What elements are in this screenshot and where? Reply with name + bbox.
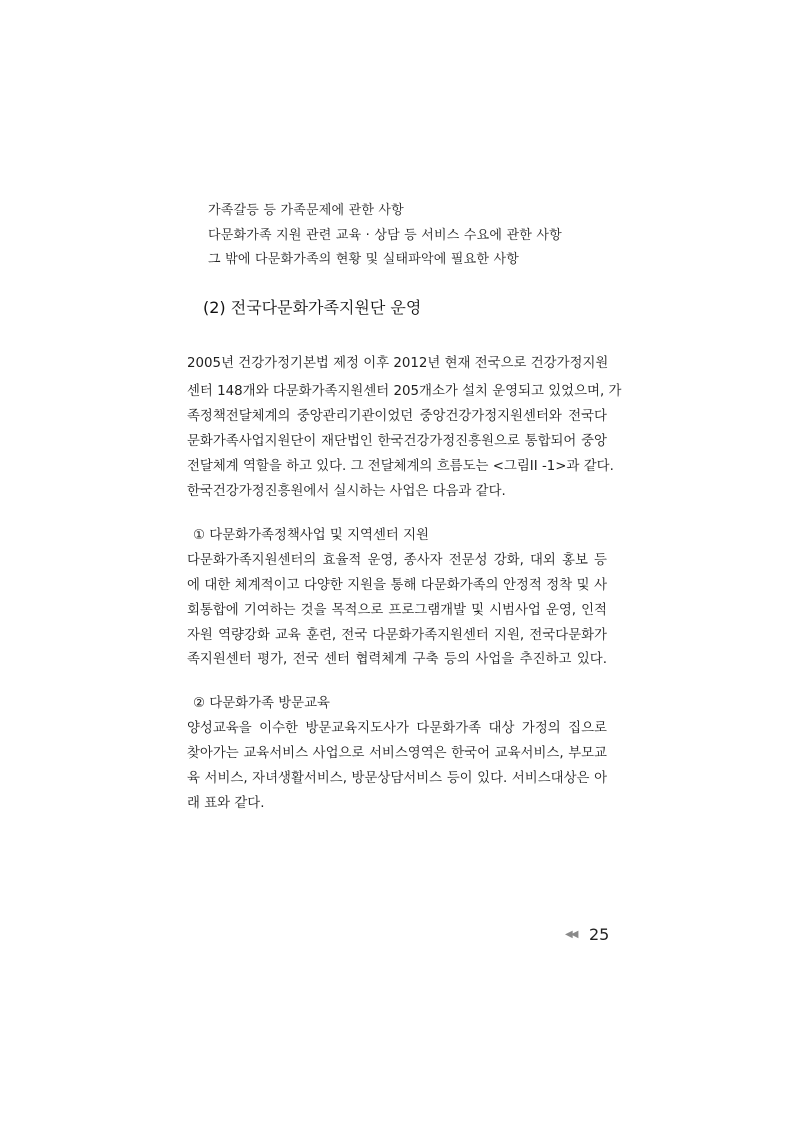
bullet-line-3: 그 밖에 다문화가족의 현황 및 실태파악에 필요한 사항: [208, 252, 520, 267]
item-2-line-3: 육 서비스, 자녀생활서비스, 방문상담서비스 등이 있다. 서비스대상은 아: [187, 771, 607, 786]
item-1-line-1: 다문화가족지원센터의 효율적 운영, 종사자 전문성 강화, 대외 홍보 등: [187, 553, 607, 568]
item-2-line-2: 찾아가는 교육서비스 사업으로 서비스영역은 한국어 교육서비스, 부모교: [187, 746, 607, 761]
paragraph-1-line-2: 센터 148개와 다문화가족지원센터 205개소가 설치 운영되고 있었으며, 가: [187, 384, 622, 399]
paragraph-1-line-1: 2005년 건강가정기본법 제정 이후 2012년 현재 전국으로 건강가정지원: [187, 356, 609, 371]
item-1-title: ① 다문화가족정책사업 및 지역센터 지원: [193, 528, 429, 543]
item-1-line-3: 회통합에 기여하는 것을 목적으로 프로그램개발 및 시범사업 운영, 인적: [187, 603, 607, 618]
paragraph-1-line-3: 족정책전달체계의 중앙관리기관이었던 중앙건강가정지원센터와 전국다: [187, 409, 607, 424]
item-1-line-2: 에 대한 체계적이고 다양한 지원을 통해 다문화가족의 안정적 정착 및 사: [187, 578, 607, 593]
item-2-title: ② 다문화가족 방문교육: [193, 696, 330, 711]
bullet-line-2: 다문화가족 지원 관련 교육 · 상담 등 서비스 수요에 관한 사항: [208, 228, 562, 243]
paragraph-1-line-4: 문화가족사업지원단이 재단법인 한국건강가정진흥원으로 통합되어 중앙: [187, 434, 607, 449]
paragraph-1-line-6: 한국건강가정진흥원에서 실시하는 사업은 다음과 같다.: [187, 484, 506, 499]
page-marker-icon: ◀◀: [565, 929, 577, 940]
item-2-line-1: 양성교육을 이수한 방문교육지도사가 다문화가족 대상 가정의 집으로: [187, 721, 607, 736]
page-number: 25: [589, 925, 610, 944]
item-2-line-4: 래 표와 같다.: [187, 796, 265, 811]
paragraph-1-line-5: 전달체계 역할을 하고 있다. 그 전달체계의 흐름도는 <그림II -1>과 같다.: [187, 459, 614, 474]
bullet-line-1: 가족갈등 등 가족문제에 관한 사항: [208, 203, 404, 218]
item-1-line-4: 자원 역량강화 교육 훈련, 전국 다문화가족지원센터 지원, 전국다문화가: [187, 628, 607, 643]
item-1-line-5: 족지원센터 평가, 전국 센터 협력체계 구축 등의 사업을 추진하고 있다.: [187, 652, 607, 667]
section-heading: (2) 전국다문화가족지원단 운영: [203, 298, 422, 317]
